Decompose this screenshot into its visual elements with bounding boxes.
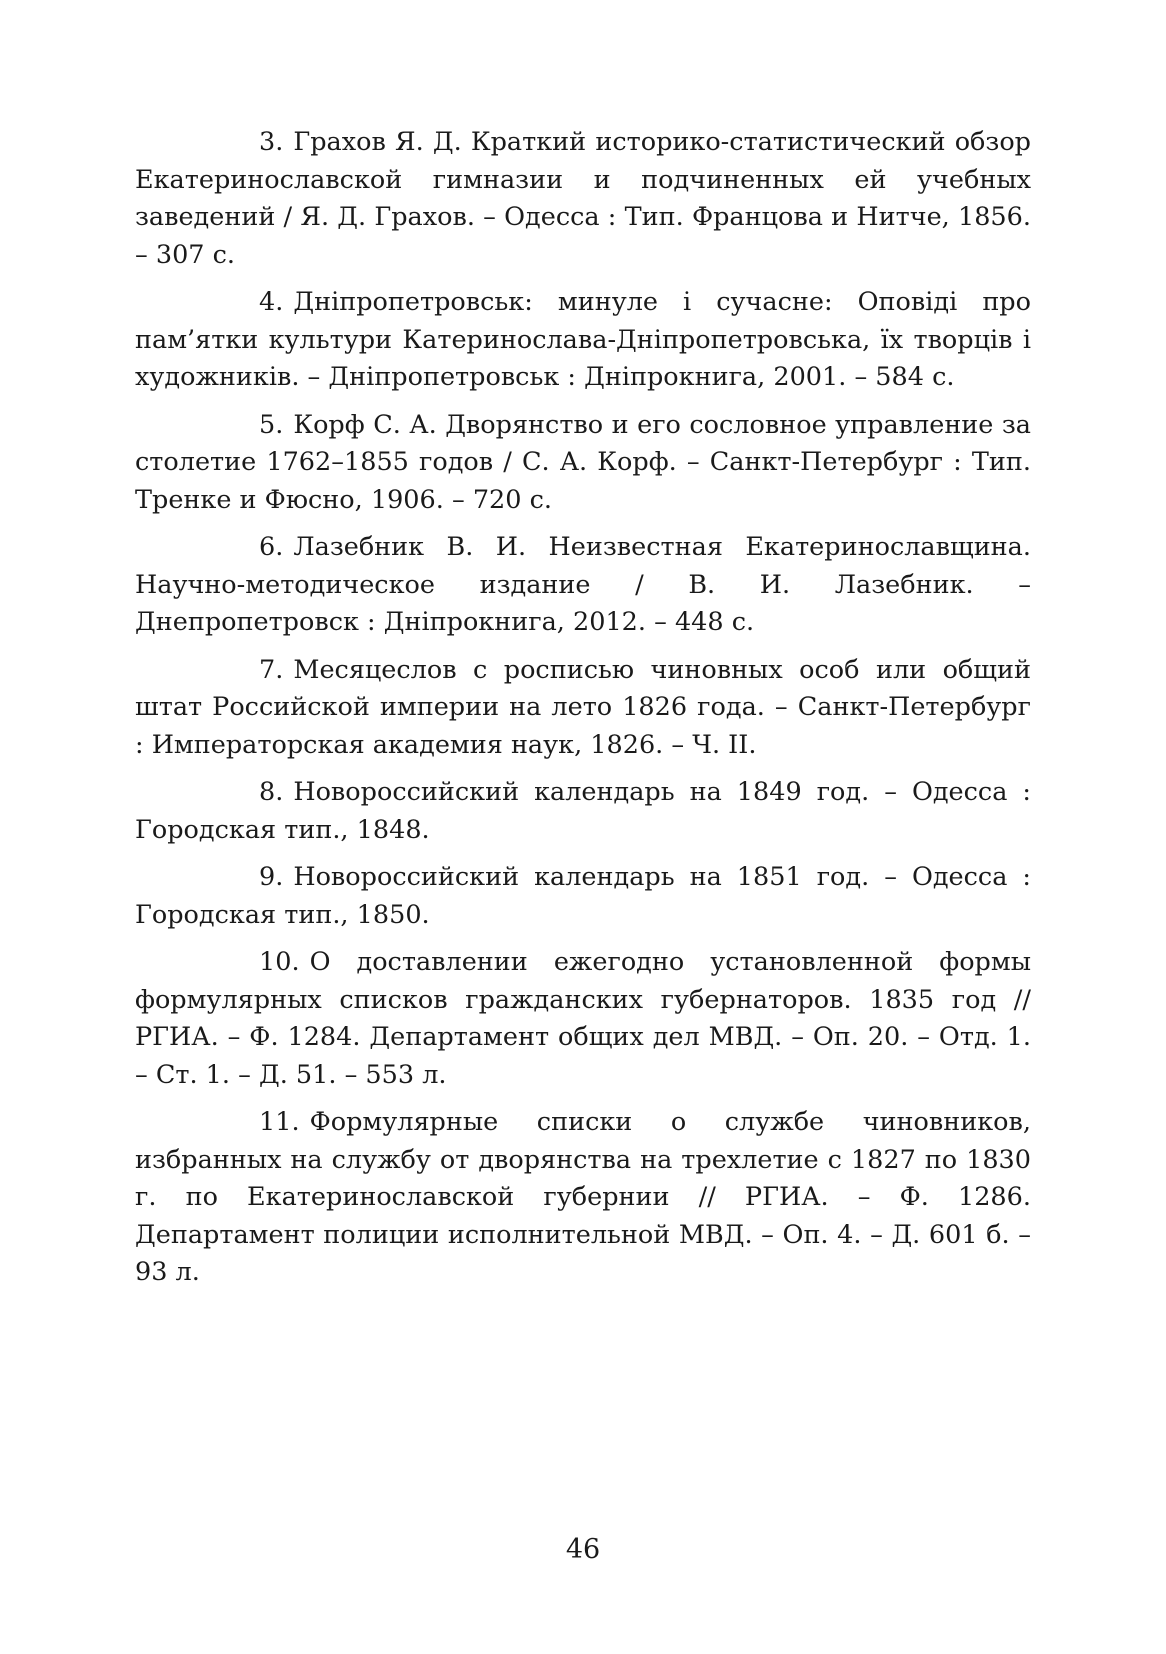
bibliography-entry: [135, 529, 1031, 642]
entry-text: Новороссийский календарь на 1851 год. – Одесса : Городская тип., 1850.: [135, 862, 1031, 930]
entry-number: 6.: [259, 532, 284, 562]
entry-text: Лазебник В. И. Неизвестная Екатеринославщина. Научно-методическое издание / В. И. Лазебник. – Днепропетровск : Дніпрокнига, 2012. – 448 с.: [135, 532, 1031, 637]
page-number: 46: [565, 1534, 601, 1565]
bibliography-entry: [135, 652, 1031, 765]
bibliography-entry: [135, 1104, 1031, 1292]
bibliography-entry: [135, 944, 1031, 1094]
entry-text: Корф С. А. Дворянство и его сословное управление за столетие 1762–1855 годов / С. А. Корф. – Санкт-Петербург : Тип. Тренке и Фюсно, 1906. – 720 с.: [135, 409, 1031, 515]
entry-number: 3.: [259, 127, 284, 157]
entry-text: Новороссийский календарь на 1849 год. – Одесса : Городская тип., 1848.: [135, 777, 1031, 845]
entry-number: 9.: [259, 862, 284, 892]
bibliography-entry: [135, 124, 1031, 274]
bibliography-list: [135, 124, 1031, 1292]
entry-number: 5.: [259, 409, 284, 440]
entry-number: 11.: [259, 1107, 300, 1137]
entry-text: О доставлении ежегодно установленной формы формулярных списков гражданских губернаторов. 1835 год // РГИА. – Ф. 1284. Департамент общих дел МВД. – Оп. 20. – Отд. 1. – Ст. 1. – Д. 51. – 553 л.: [135, 947, 1031, 1090]
bibliography-entry: [135, 407, 1031, 520]
entry-number: 8.: [259, 777, 284, 807]
entry-text: Грахов Я. Д. Краткий историко-статистический обзор Екатеринославской гимназии и подчиненных ей учебных заведений / Я. Д. Грахов. – Одесса : Тип. Францова и Нитче, 1856. – 307 с.: [135, 127, 1031, 270]
bibliography-entry: [135, 774, 1031, 849]
entry-text: Формулярные списки о службе чиновников, избранных на службу от дворянства на трехлетие с 1827 по 1830 г. по Екатеринославской губернии // РГИА. – Ф. 1286. Департамент полиции исполнительной МВД. – Оп. 4. – Д. 601 б. – 93 л.: [135, 1107, 1031, 1287]
bibliography-entry: [135, 859, 1031, 934]
entry-number: 4.: [259, 287, 284, 317]
bibliography-entry: [135, 284, 1031, 397]
entry-number: 10.: [259, 947, 300, 977]
entry-text: Месяцеслов с росписью чиновных особ или общий штат Российской империи на лето 1826 года. – Санкт-Петербург : Императорская академия наук, 1826. – Ч. II.: [135, 654, 1031, 760]
entry-text: Дніпропетровськ: минуле і сучасне: Оповіді про пам’ятки культури Катеринослава-Дніпропетровська, їх творців і художників. – Дніпропетровськ : Дніпрокнига, 2001. – 584 с.: [135, 287, 1031, 392]
entry-number: 7.: [259, 654, 284, 685]
